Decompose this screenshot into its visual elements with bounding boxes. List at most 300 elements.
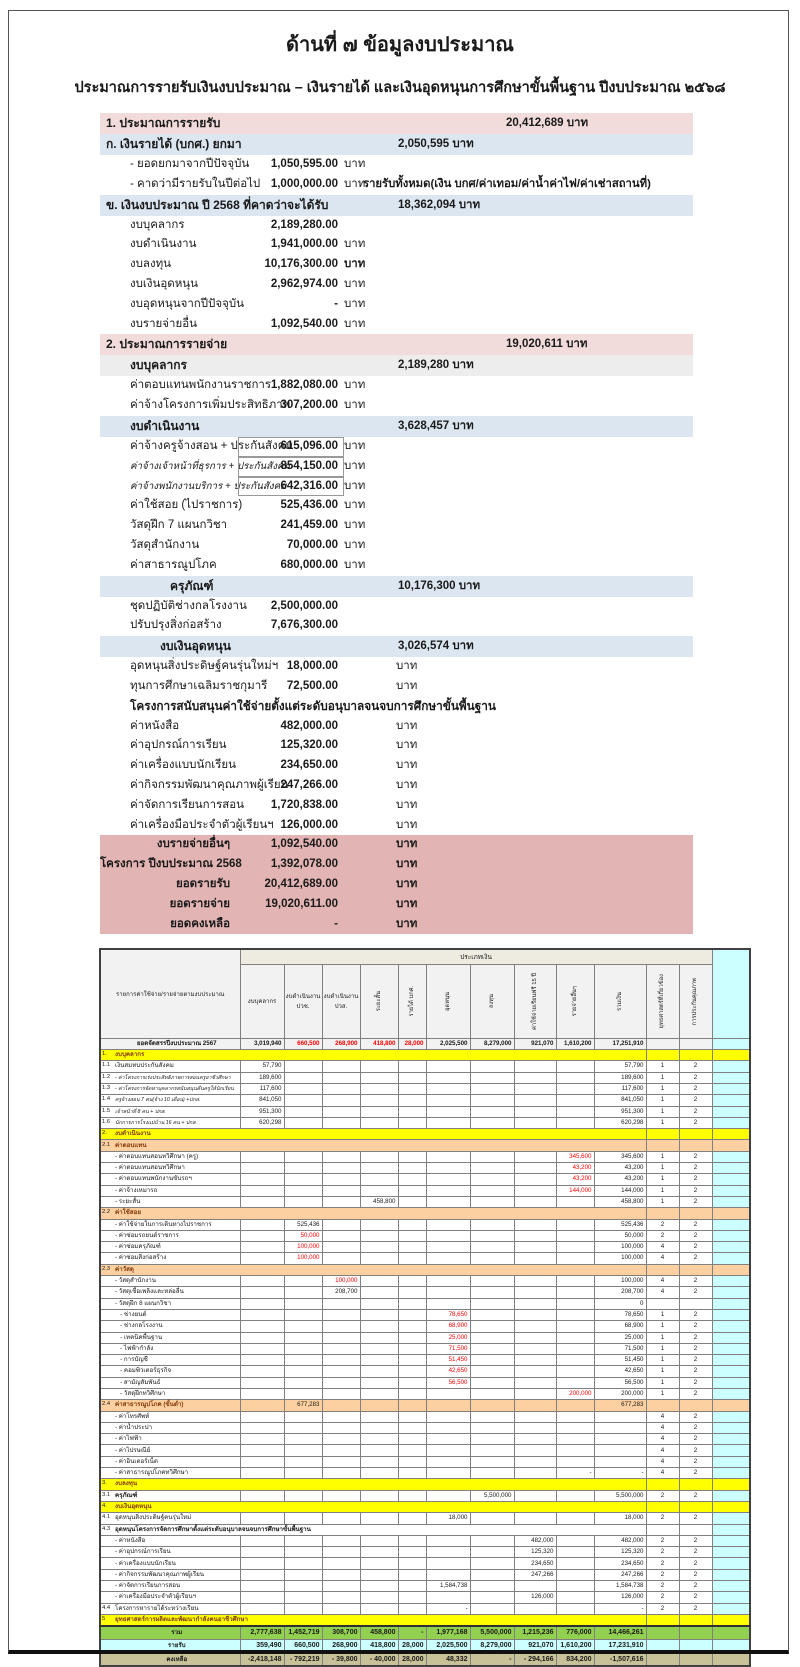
row-description (100, 1309, 240, 1320)
amount-cell: 25,000 (426, 1332, 470, 1343)
sheet-row-value: 20,412,689.00 (264, 877, 338, 890)
row-label: - ค่าไฟฟ้า (115, 1435, 142, 1443)
sheet-row-label: ค่าตอบแทนพนักงานราชการ (130, 379, 272, 392)
sheet-row (100, 855, 693, 875)
strategy-code-cell: 2 (646, 1592, 679, 1603)
qa-code-cell: 2 (679, 1230, 712, 1241)
qa-code-cell: 2 (679, 1163, 712, 1174)
sheet-row (100, 334, 693, 355)
row-label: โครงการหารายได้ระหว่างเรียน (115, 1604, 199, 1612)
sheet-row (100, 556, 693, 576)
row-description (100, 1163, 240, 1174)
amount-cell: - (556, 1468, 594, 1479)
row-description (100, 1129, 646, 1140)
sheet-row-label: งบเงินอุดหนุน (160, 639, 231, 654)
qa-code-cell: 2 (679, 1095, 712, 1106)
amount-cell: 2,025,500 (426, 1038, 470, 1049)
sheet-row-label: - ยอดยกมาจากปีปัจจุบัน (130, 158, 250, 170)
sheet-row-label: ค่าอุปกรณ์การเรียน (130, 739, 227, 752)
qa-code-cell: 2 (679, 1422, 712, 1433)
amount-cell: - (470, 1653, 514, 1667)
amount-cell: 345,600 (594, 1151, 646, 1162)
strategy-code-cell: 2 (646, 1490, 679, 1501)
row-label: เงินสมทบประกันสังคม (115, 1062, 174, 1070)
amount-cell: 1,584,738 (594, 1581, 646, 1592)
row-number: 1.3 (102, 1085, 111, 1092)
sheet-row-amount: 18,362,094 บาท (398, 198, 481, 211)
sheet-row-amount: 10,176,300 บาท (398, 579, 481, 592)
row-label: - สามัญสัมพันธ์ (115, 1378, 161, 1386)
strategy-code-cell: 4 (646, 1468, 679, 1479)
sheet-row-label: ค่าจ้างโครงการเพิ่มประสิทธิภาพ (130, 399, 291, 412)
strategy-code-cell: 1 (646, 1095, 679, 1106)
sheet-row-value: 19,020,611.00 (265, 897, 338, 910)
sheet-row-unit: บาท (344, 538, 366, 551)
qa-code-cell: 2 (679, 1355, 712, 1366)
amount-cell: 921,070 (514, 1639, 556, 1653)
sheet-row-amount: 2,050,595 บาท (398, 138, 474, 150)
sheet-row-value: 126,000.00 (280, 818, 338, 831)
qa-code-cell: 2 (679, 1603, 712, 1614)
row-description (100, 1547, 240, 1558)
row-description (100, 1219, 240, 1230)
sheet-row (100, 134, 693, 155)
qa-code-cell: 2 (679, 1061, 712, 1072)
amount-cell: 482,000 (514, 1535, 556, 1546)
row-label: - ค่ากิจกรรมพัฒนาคุณภาพผู้เรียน (115, 1570, 205, 1578)
sheet-row-amount: 2,189,280 บาท (398, 359, 474, 372)
column-header-label: งบดำเนินงาน ปวช. (285, 994, 321, 1011)
amount-cell: 660,500 (284, 1639, 322, 1653)
column-header-label: การประกันคุณภาพ (692, 977, 699, 1025)
amount-cell: 100,000 (284, 1253, 322, 1264)
amount-cell: - 40,000 (360, 1653, 398, 1667)
sheet-row (100, 796, 693, 816)
amount-cell: 234,650 (514, 1558, 556, 1569)
qa-code-cell: 2 (679, 1569, 712, 1580)
row-label: - วัสดุสำนักงาน (115, 1277, 157, 1285)
strategy-code-cell: 2 (646, 1603, 679, 1614)
row-description (100, 1603, 240, 1614)
row-number: 2.2 (102, 1209, 111, 1216)
amount-cell: 100,000 (594, 1253, 646, 1264)
sheet-row-unit: บาท (396, 739, 418, 752)
row-label: คงเหลือ (166, 1655, 188, 1663)
qa-code-cell: 2 (679, 1434, 712, 1445)
sheet-row-value: 1,092,540.00 (270, 838, 338, 851)
amount-cell: - (398, 1626, 426, 1640)
amount-cell: 776,000 (556, 1626, 594, 1640)
amount-cell: 189,600 (240, 1072, 284, 1083)
sheet-row-unit: บาท (344, 317, 366, 330)
sheet-row-unit: บาท (396, 660, 418, 673)
strategy-code-cell: 1 (646, 1061, 679, 1072)
sheet-row-label: ยอดคงเหลือ (170, 917, 230, 930)
qa-code-cell: 2 (679, 1242, 712, 1253)
strategy-code-cell: 1 (646, 1163, 679, 1174)
sheet-row (100, 516, 693, 536)
qa-code-cell: 2 (679, 1389, 712, 1400)
sheet-row (100, 756, 693, 776)
row-description (100, 1524, 646, 1535)
sheet-row-unit: บาท (396, 877, 418, 890)
row-description (100, 1208, 646, 1219)
amount-cell: - (594, 1603, 646, 1614)
qa-code-cell: 2 (679, 1456, 712, 1467)
sheet-row-unit: บาท (396, 897, 418, 910)
row-label: - ค่าโครงการเร่งประสิทธิภาพการสอนครูอาชีวศึกษา (115, 1074, 231, 1081)
row-label: - วัสดุฝึก 8 แผนกวิชา (115, 1299, 172, 1307)
sheet-row-label: ค่าจ้างพนักงานบริการ + ประกันสังคม (130, 480, 287, 492)
amount-cell: 268,900 (322, 1639, 360, 1653)
amount-cell: 68,900 (426, 1321, 470, 1332)
amount-cell: 359,490 (240, 1639, 284, 1653)
sheet-row (100, 697, 693, 717)
sheet-row-value: 10,176,300.00 (264, 258, 338, 271)
sheet-row (100, 636, 693, 657)
sheet-row-label: ยอดรายจ่าย (169, 897, 230, 910)
amount-cell: 951,300 (594, 1106, 646, 1117)
amount-cell: - (594, 1468, 646, 1479)
amount-cell: 71,500 (426, 1343, 470, 1354)
sheet-row (100, 915, 693, 935)
row-label: - ช่างกลโรงงาน (115, 1322, 163, 1330)
amount-cell: 78,650 (426, 1309, 470, 1320)
amount-cell: 418,800 (360, 1038, 398, 1049)
row-number: 4.4 (102, 1604, 111, 1611)
row-number: 2.4 (102, 1401, 111, 1408)
row-number: 2.3 (102, 1265, 111, 1272)
sheet-row-value: 1,941,000.00 (270, 238, 338, 251)
sheet-row-label: ค่าหนังสือ (130, 719, 180, 732)
amount-cell: 841,050 (240, 1095, 284, 1106)
row-description (100, 1140, 646, 1151)
qa-code-cell: 2 (679, 1332, 712, 1343)
amount-cell: 2,025,500 (426, 1639, 470, 1653)
qa-code-cell: 2 (679, 1581, 712, 1592)
sheet-row-label: งบรายจ่ายอื่น (130, 317, 197, 330)
row-label: - ค่าจัดการเรียนการสอน (115, 1582, 181, 1590)
row-label: ค่าวัสดุ (115, 1265, 134, 1273)
sheet-row (100, 477, 693, 497)
amount-cell: 620,298 (594, 1117, 646, 1128)
sheet-row (100, 457, 693, 477)
row-label: - ช่างยนต์ (115, 1310, 147, 1318)
amount-cell: 100,000 (594, 1276, 646, 1287)
column-header-label: รวมเงิน (616, 991, 623, 1011)
row-label: - วัสดุฝึกทวิศึกษา (115, 1390, 166, 1398)
row-label: นักการภารโรงแม่บ้าน 16 คน + ปกส. (115, 1119, 197, 1126)
row-label: - ค่าอินเตอร์เน็ต (115, 1457, 158, 1465)
sheet-row-value: - (334, 297, 338, 310)
amount-cell: 18,000 (426, 1513, 470, 1524)
amount-cell: 620,298 (240, 1117, 284, 1128)
amount-cell: 126,000 (594, 1592, 646, 1603)
sheet-row-value: 7,676,300.00 (270, 619, 338, 632)
strategy-code-cell: 2 (646, 1219, 679, 1230)
qa-code-cell: 2 (679, 1535, 712, 1546)
sheet-row-label: ยอดรายรับ (176, 877, 230, 890)
qa-code-cell: 2 (679, 1287, 712, 1298)
row-label: อุดหนุนสิ่งประดิษฐ์คนรุ่นใหม่ (115, 1514, 192, 1522)
row-description (100, 1389, 240, 1400)
sheet-row (100, 396, 693, 416)
sheet-row-value: 854,150.00 (280, 459, 338, 472)
strategy-code-cell: 1 (646, 1174, 679, 1185)
row-description (100, 1185, 240, 1196)
column-header-label: ระยะสั้น (375, 991, 382, 1012)
sheet-row (100, 677, 693, 697)
row-label: รายรับ (167, 1642, 186, 1650)
sheet-row-label: งบดำเนินงาน (130, 238, 197, 251)
sheet-row-label: วัสดุสำนักงาน (130, 538, 200, 551)
row-number: 2. (102, 1130, 107, 1137)
sheet-row-unit: บาท (344, 258, 366, 271)
sheet-row-unit: บาท (396, 917, 418, 930)
amount-cell: 458,800 (360, 1626, 398, 1640)
strategy-code-cell: 2 (646, 1558, 679, 1569)
sheet-row-label: ค่าเครื่องมือประจำตัวผู้เรียนฯ (130, 818, 274, 831)
row-description (100, 1592, 240, 1603)
amount-cell: 834,200 (556, 1653, 594, 1667)
sheet-row (100, 616, 693, 636)
sheet-row-label: ค่าจัดการเรียนการสอน (130, 798, 245, 811)
strategy-code-cell: 1 (646, 1377, 679, 1388)
amount-cell: 126,000 (514, 1592, 556, 1603)
qa-code-cell: 2 (679, 1513, 712, 1524)
sheet-row (100, 216, 693, 236)
row-label: งบบุคลากร (115, 1051, 145, 1059)
amount-cell: 14,466,261 (594, 1626, 646, 1640)
row-description (100, 1242, 240, 1253)
sheet-row-label: โครงการ ปีงบประมาณ 2568 (100, 858, 242, 871)
row-description (100, 1400, 240, 1411)
qa-code-cell: 2 (679, 1253, 712, 1264)
row-label: รวม (171, 1629, 183, 1637)
strategy-code-cell (646, 1653, 679, 1667)
row-label: - ค่าซ่อมรถยนต์ราชการ (115, 1231, 179, 1239)
sheet-row-value: 241,459.00 (280, 519, 338, 532)
sheet-row-unit: บาท (396, 778, 418, 791)
amount-cell: - 294,166 (514, 1653, 556, 1667)
strategy-code-cell: 1 (646, 1106, 679, 1117)
amount-cell: 117,600 (594, 1083, 646, 1094)
row-label: - ค่าตอบแทนสอนทวิศึกษา (115, 1164, 185, 1172)
sheet-row-unit: บาท (344, 459, 366, 472)
sheet-row-value: 70,000.00 (286, 538, 338, 551)
strategy-code-cell: 4 (646, 1242, 679, 1253)
amount-cell: -2,418,148 (240, 1653, 284, 1667)
amount-cell: 42,650 (426, 1366, 470, 1377)
row-description (100, 1422, 240, 1433)
strategy-code-cell: 1 (646, 1083, 679, 1094)
qa-code-cell: 2 (679, 1547, 712, 1558)
sheet-row-unit: บาท (396, 838, 418, 851)
row-number: 4.3 (102, 1525, 111, 1532)
qa-code-cell: 2 (679, 1072, 712, 1083)
amount-cell: 458,800 (360, 1196, 398, 1207)
note-cell (712, 1653, 750, 1667)
sheet-row-unit: บาท (344, 499, 366, 512)
sheet-row-value: 2,189,280.00 (270, 218, 338, 231)
amount-cell: 68,900 (594, 1321, 646, 1332)
column-header-label: ค่าใช้จ่ายเรียนฟรี 15 ปี (531, 972, 538, 1030)
amount-cell: 525,436 (284, 1219, 322, 1230)
amount-cell: 841,050 (594, 1095, 646, 1106)
qa-code-cell: 2 (679, 1445, 712, 1456)
row-description (100, 1377, 240, 1388)
amount-cell: 247,266 (594, 1569, 646, 1580)
qa-code-cell: 2 (679, 1151, 712, 1162)
strategy-code-cell: 1 (646, 1072, 679, 1083)
sheet-row-label: ค่าใช้สอย (ไปราชการ) (130, 499, 243, 512)
row-number: 4.1 (102, 1514, 111, 1521)
strategy-code-cell: 1 (646, 1343, 679, 1354)
qa-code-cell: 2 (679, 1309, 712, 1320)
row-description (100, 1196, 240, 1207)
strategy-code-cell: 1 (646, 1196, 679, 1207)
row-description (100, 1321, 240, 1332)
sheet-row-unit: บาท (344, 297, 366, 310)
qa-code-cell: 2 (679, 1366, 712, 1377)
row-label: - ค่าโครงการจัดหาบุคลากรสนับสนุนคืนครูให้นักเรียน (115, 1086, 234, 1093)
sheet-row-unit: บาท (344, 277, 366, 290)
amount-cell: 17,251,910 (594, 1038, 646, 1049)
sheet-row-value: 680,000.00 (280, 558, 338, 571)
row-label: - ค่าหนังสือ (115, 1536, 146, 1544)
sheet-row (100, 717, 693, 737)
sheet-row-label: ค่าสาธารณูปโภค (130, 558, 217, 571)
row-label: - ค่าเครื่องมือประจำตัวผู้เรียนฯ (115, 1593, 197, 1601)
budget-summary-sheet (100, 113, 700, 934)
row-description (100, 1050, 646, 1061)
row-description (100, 1151, 240, 1162)
row-label: - ค่าใช้จ่ายในการเดินทางไปราชการ (115, 1220, 212, 1228)
sheet-row-unit: บาท (344, 238, 366, 251)
amount-cell: 418,800 (360, 1639, 398, 1653)
amount-cell: 100,000 (284, 1242, 322, 1253)
row-label: งบดำเนินงาน (115, 1130, 151, 1138)
row-label: ค่าตอบแทน (115, 1141, 147, 1149)
sheet-row-unit: บาท (396, 719, 418, 732)
strategy-code-cell: 2 (646, 1581, 679, 1592)
row-label: - คอมพิวเตอร์ธุรกิจ (115, 1367, 172, 1375)
row-number: 3. (102, 1480, 107, 1487)
sheet-row-value: 1,000,000.00 (270, 177, 338, 190)
strategy-code-cell: 2 (646, 1569, 679, 1580)
sheet-row-amount: 3,026,574 บาท (398, 640, 474, 653)
sheet-row (100, 295, 693, 315)
row-label: - เทคนิคพื้นฐาน (115, 1333, 163, 1341)
column-header-label: ลงทุน (488, 994, 495, 1009)
sheet-row-amount: 3,628,457 บาท (398, 419, 474, 432)
money-type-header: ประเภทเงิน (240, 949, 712, 964)
sheet-row (100, 657, 693, 677)
strategy-code-cell: 4 (646, 1456, 679, 1467)
sheet-row-unit: บาท (396, 759, 418, 772)
amount-cell: 78,650 (594, 1309, 646, 1320)
sheet-row (100, 875, 693, 895)
amount-cell: 482,000 (594, 1535, 646, 1546)
sheet-row-label: งบอุดหนุนจากปีปัจจุบัน (130, 297, 244, 310)
row-description (100, 1072, 240, 1083)
strategy-code-cell: 2 (646, 1547, 679, 1558)
sheet-row-value: 1,050,595.00 (270, 158, 338, 170)
amount-cell: 50,000 (594, 1230, 646, 1241)
sheet-row (100, 195, 693, 216)
amount-cell: 951,300 (240, 1106, 284, 1117)
sheet-row-value: 1,392,078.00 (270, 858, 338, 871)
amount-cell: 17,231,910 (594, 1639, 646, 1653)
row-label: ยอดจัดสรรปีงบประมาณ 2567 (136, 1039, 217, 1047)
sheet-row-unit: บาท (344, 177, 366, 190)
amount-cell: 43,200 (594, 1163, 646, 1174)
row-label: ครูจ้างสอน 7 คน(จ้าง 10 เดือน) +ปกส. (115, 1097, 201, 1104)
sheet-row-value: 1,882,080.00 (270, 379, 338, 392)
strategy-code-cell: 4 (646, 1434, 679, 1445)
amount-cell: 18,000 (594, 1513, 646, 1524)
sheet-row (100, 835, 693, 855)
amount-cell: 0 (594, 1298, 646, 1309)
row-label: - ค่าซ่อมครุภัณฑ์ (115, 1243, 161, 1251)
amount-cell: 50,000 (284, 1230, 322, 1241)
qa-code-cell: 2 (679, 1174, 712, 1185)
row-description (100, 1445, 240, 1456)
amount-cell: 71,500 (594, 1343, 646, 1354)
amount-cell: 43,200 (556, 1163, 594, 1174)
sheet-row-label: งบเงินอุดหนุน (130, 277, 199, 290)
page-subtitle: ประมาณการรายรับเงินงบประมาณ – เงินรายได้ และเงินอุดหนุนการศึกษาขั้นพื้นฐาน ปีงบประมาณ ๒๕๖๘ (74, 80, 726, 96)
sheet-row-unit: บาท (344, 158, 366, 170)
amount-cell: 1,215,236 (514, 1626, 556, 1640)
row-number: 3.1 (102, 1491, 111, 1498)
sheet-row (100, 576, 693, 597)
row-label: - วัสดุเชื้อเพลิงและหล่อลื่น (115, 1288, 184, 1296)
sheet-row-value: 642,316.00 (280, 479, 338, 492)
sheet-row-value: 1,092,540.00 (270, 317, 338, 330)
amount-cell: 677,283 (594, 1400, 646, 1411)
row-label: ค่าสาธารณูปโภค (ขั้นต่ำ) (115, 1401, 184, 1409)
row-label: อุดหนุนโครงการจัดการศึกษาตั้งแต่ระดับอนุบาลจนจบการศึกษาขั้นพื้นฐาน (115, 1525, 311, 1533)
sheet-row-unit: บาท (344, 519, 366, 532)
sheet-row-label: ก. เงินรายได้ (บกศ.) ยกมา (106, 137, 242, 151)
amount-cell: 8,279,000 (470, 1038, 514, 1049)
row-description (100, 1626, 240, 1640)
row-description (100, 1456, 240, 1467)
amount-cell: 200,000 (594, 1389, 646, 1400)
strategy-code-cell: 1 (646, 1332, 679, 1343)
qa-code-cell: 2 (679, 1083, 712, 1094)
row-description (100, 1264, 646, 1275)
amount-cell: 5,500,000 (594, 1490, 646, 1501)
sheet-row (100, 895, 693, 915)
amount-cell: - 39,800 (322, 1653, 360, 1667)
sheet-row-value: 307,200.00 (280, 399, 338, 412)
qa-code-cell: 2 (679, 1468, 712, 1479)
column-header-label: งบดำเนินงาน ปวส. (323, 994, 359, 1011)
sheet-row (100, 235, 693, 255)
sheet-row (100, 416, 693, 437)
row-description (100, 1513, 240, 1524)
sheet-row-label: อุดหนุนสิ่งประดิษฐ์คนรุ่นใหม่ฯ (130, 660, 279, 673)
row-description (100, 1411, 240, 1422)
column-header-label: ยุทธศาสตร์ที่เกี่ยวข้อง (659, 974, 666, 1029)
sheet-row-unit: บาท (344, 479, 366, 492)
qa-code-cell: 2 (679, 1343, 712, 1354)
row-number: 1.6 (102, 1118, 111, 1125)
row-description (100, 1639, 240, 1653)
amount-cell: 43,200 (594, 1174, 646, 1185)
